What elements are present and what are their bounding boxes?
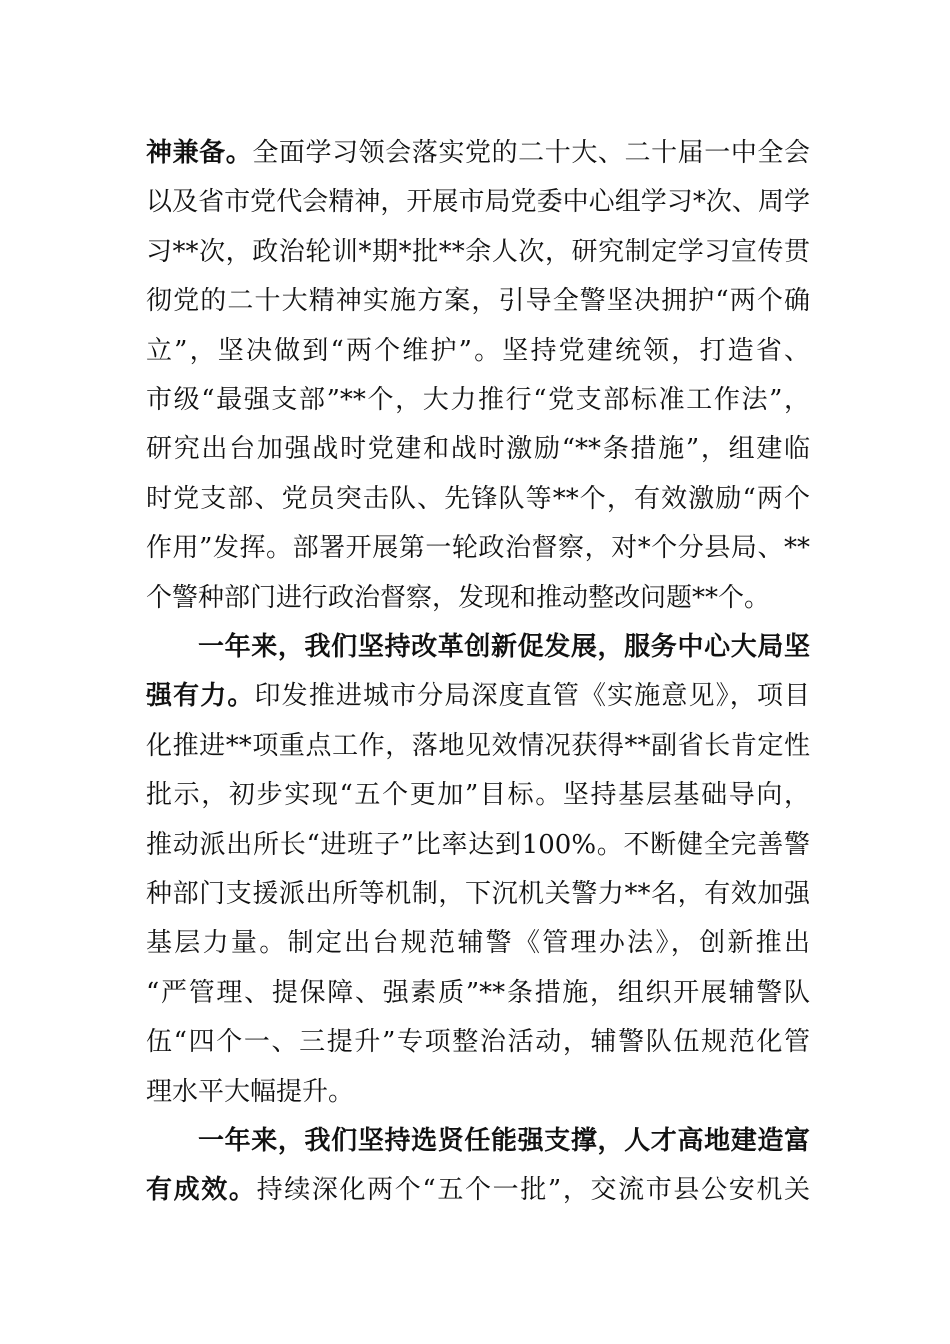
text-run: 全面学习领会落实党的二十大、二十届一中全会: [252, 138, 810, 168]
text-line: [146, 918, 810, 968]
text-line: [146, 523, 810, 573]
text-line: [146, 1116, 810, 1166]
text-run: 伍“四个一、三提升”专项整治活动，辅警队伍规范化管: [146, 1027, 810, 1058]
text-run: “严管理、提保障、强素质”**条措施，组织开展辅警队: [146, 977, 810, 1008]
text-run: 时党支部、党员突击队、先锋队等**个，有效激励“两个: [146, 483, 810, 514]
text-run: 立”，坚决做到“两个维护”。坚持党建统领，打造省、: [146, 335, 810, 366]
text-run: 市级“最强支部”**个，大力推行“党支部标准工作法”，: [146, 385, 810, 415]
text-run: 研究出台加强战时党建和战时激励“**条措施”，组建临: [146, 434, 810, 465]
text-line: [146, 177, 810, 227]
text-line: [146, 326, 810, 376]
text-line: [146, 1165, 810, 1215]
text-line: [146, 770, 810, 820]
text-line: [146, 820, 810, 870]
text-run: 作用”发挥。部署开展第一轮政治督察，对*个分县局、**: [146, 533, 810, 564]
text-line: [146, 721, 810, 771]
text-run: 批示，初步实现“五个更加”目标。坚持基层基础导向，: [146, 780, 810, 811]
text-line: [146, 573, 810, 623]
text-run: 彻党的二十大精神实施方案，引导全警坚决拥护“两个确: [146, 286, 810, 317]
text-run: 化推进**项重点工作，落地见效情况获得**副省长肯定性: [146, 730, 810, 761]
bold-text-run: 一年来，我们坚持选贤任能强支撑，人才高地建造富: [198, 1126, 810, 1156]
text-run: 个警种部门进行政治督察，发现和推动整改问题**个。: [146, 582, 771, 613]
text-run: 持续深化两个“五个一批”，交流市县公安机关: [256, 1175, 810, 1206]
text-line: [146, 276, 810, 326]
bold-text-run: 强有力。: [146, 681, 255, 712]
bold-text-run: 一年来，我们坚持改革创新促发展，服务中心大局坚: [198, 632, 810, 662]
text-line: [146, 375, 810, 425]
text-run: 印发推进城市分局深度直管《实施意见》，项目: [254, 681, 810, 712]
text-line: [146, 1067, 810, 1117]
text-line: [146, 968, 810, 1018]
text-line: [146, 424, 810, 474]
bold-text-run: 神兼备。: [146, 138, 253, 168]
bold-text-run: 有成效。: [146, 1175, 257, 1206]
text-line: [146, 1017, 810, 1067]
text-run: 种部门支援派出所等机制，下沉机关警力**名，有效加强: [146, 879, 810, 909]
text-run: 基层力量。制定出台规范辅警《管理办法》，创新推出: [146, 928, 810, 959]
text-run: 理水平大幅提升。: [146, 1076, 355, 1107]
text-line: [146, 622, 810, 672]
text-line: [146, 869, 810, 919]
text-run: 推动派出所长“进班子”比率达到100%。不断健全完善警: [146, 829, 810, 860]
text-line: [146, 474, 810, 524]
text-run: 习**次，政治轮训*期*批**余人次，研究制定学习宣传贯: [146, 236, 810, 267]
text-line: [146, 128, 810, 178]
text-line: [146, 227, 810, 277]
text-run: 以及省市党代会精神，开展市局党委中心组学习*次、周学: [146, 187, 810, 218]
text-line: [146, 671, 810, 721]
